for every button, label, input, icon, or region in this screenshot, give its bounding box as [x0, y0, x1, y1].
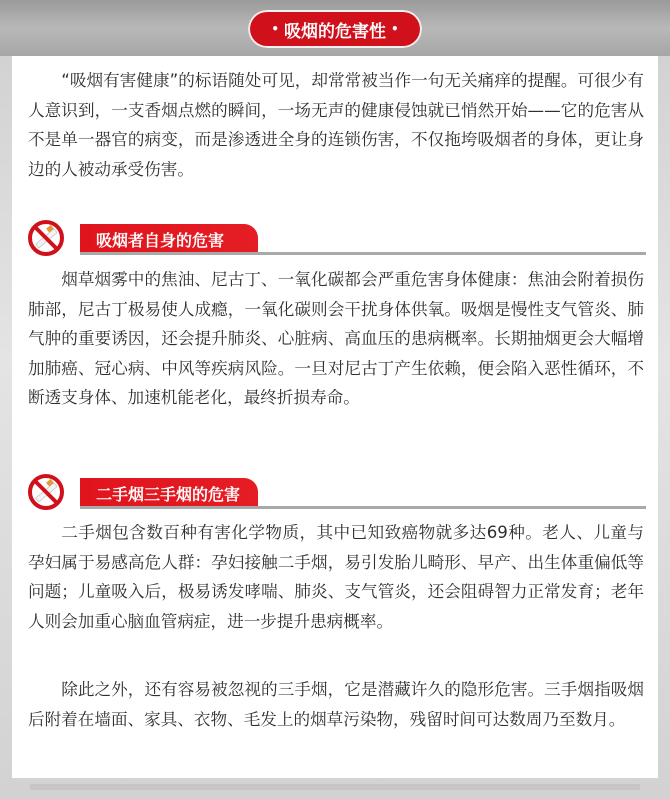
- title-bullet-left: •: [271, 22, 279, 36]
- section-divider: [80, 252, 646, 255]
- secondhand-paragraph: 二手烟包含数百种有害化学物质，其中已知致癌物就多达69种。老人、儿童与孕妇属于易感高危人群：孕妇接触二手烟，易引发胎儿畸形、早产、出生体重偏低等问题；儿童吸入后，极易诱发哮喘、肺炎、支气管炎，还会阻碍智力正常发育；老年人则会加重心脑血管病症，进一步提升患病概率。: [28, 523, 644, 631]
- self-harm-paragraph: 烟草烟雾中的焦油、尼古丁、一氧化碳都会严重危害身体健康：焦油会附着损伤肺部，尼古丁极易使人成瘾，一氧化碳则会干扰身体供氧。吸烟是慢性支气管炎、肺气肿的重要诱因，还会提升肺炎、心脏病、高血压的患病概率。长期抽烟更会大幅增加肺癌、冠心病、中风等疾病风险。一旦对尼古丁产生依赖，便会陷入恶性循环，不断透支身体、加速机能老化，最终折损寿命。: [28, 270, 644, 407]
- section-header-self-harm: [26, 218, 646, 258]
- section-title-self-harm: 吸烟者自身的危害: [80, 224, 258, 254]
- page-title-text: 吸烟的危害性: [284, 21, 386, 42]
- bottom-strip: [30, 784, 640, 790]
- intro-paragraph: “吸烟有害健康”的标语随处可见，却常常被当作一句无关痛痒的提醒。可很少有人意识到，一支香烟点燃的瞬间，一场无声的健康侵蚀就已悄然开始——它的危害从不是单一器官的病变，而是渗透进全身的连锁伤害，不仅拖垮吸烟者的身体，更让身边的人被动承受伤害。: [28, 71, 644, 179]
- section-header-secondhand: [26, 472, 646, 512]
- no-smoking-icon: [26, 218, 66, 258]
- no-smoking-icon: [26, 472, 66, 512]
- page-title: [248, 10, 422, 48]
- thirdhand-paragraph: 除此之外，还有容易被忽视的三手烟，它是潜藏许久的隐形危害。三手烟指吸烟后附着在墙面、家具、衣物、毛发上的烟草污染物，残留时间可达数周乃至数月。: [28, 680, 644, 729]
- section-divider: [80, 506, 646, 509]
- section-title-secondhand: 二手烟三手烟的危害: [80, 478, 258, 508]
- article-card: [12, 56, 658, 778]
- title-bullet-right: •: [391, 22, 399, 36]
